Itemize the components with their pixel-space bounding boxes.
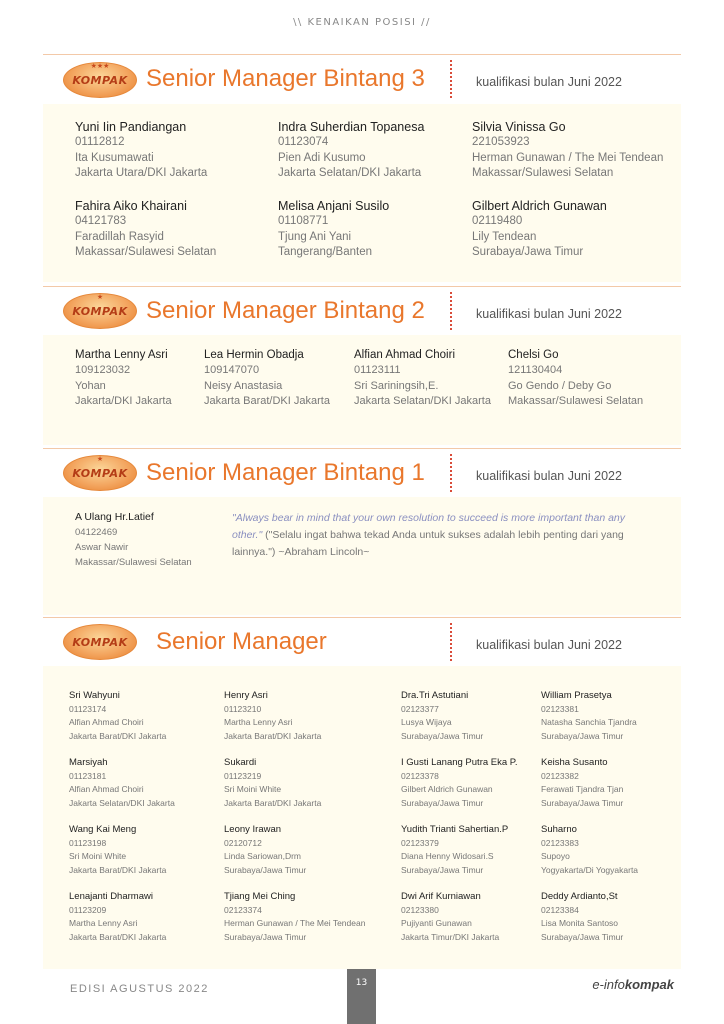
dotted-divider: [450, 623, 452, 661]
person-card: Leony Irawan 02120712 Linda Sariowan,Drm Surabaya/Jawa Timur: [224, 824, 307, 875]
brand-logo: e-infokompak: [592, 977, 674, 992]
person-card: Deddy Ardianto,St 02123384 Lisa Monita Santoso Surabaya/Jawa Timur: [541, 891, 624, 942]
section-header-bintang-2: [43, 286, 681, 336]
person-card: A Ulang Hr.Latief 04122469 Aswar Nawir Makassar/Sulawesi Selatan: [75, 511, 192, 568]
qualification-text: kualifikasi bulan Juni 2022: [476, 75, 622, 89]
edition-label: EDISI AGUSTUS 2022: [70, 983, 209, 995]
person-card: Keisha Susanto 02123382 Ferawati Tjandra Tjan Surabaya/Jawa Timur: [541, 757, 624, 808]
person-card: I Gusti Lanang Putra Eka P. 02123378 Gilbert Aldrich Gunawan Surabaya/Jawa Timur: [401, 757, 518, 808]
person-card: Fahira Aiko Khairani 04121783 Faradillah Rasyid Makassar/Sulawesi Selatan: [75, 199, 217, 258]
person-card: Marsiyah 01123181 Alfian Ahmad Choiri Jakarta Selatan/DKI Jakarta: [69, 757, 175, 808]
inspirational-quote: "Always bear in mind that your own resolution to succeed is more important than any other." ("Selalu ingat bahwa tekad Anda untuk sukses adalah lebih penting dari yang lainnya.") ~Abraham Lincoln~: [232, 512, 626, 558]
dotted-divider: [450, 454, 452, 492]
section-header-bintang-1: [43, 448, 681, 498]
person-card: Dra.Tri Astutiani 02123377 Lusya Wijaya Surabaya/Jawa Timur: [401, 690, 484, 741]
kompak-logo: KOMPAK: [63, 624, 137, 660]
person-card: Tjiang Mei Ching 02123374 Herman Gunawan / The Mei Tendean Surabaya/Jawa Timur: [224, 891, 366, 942]
qualification-text: kualifikasi bulan Juni 2022: [476, 638, 622, 652]
section-title: Senior Manager Bintang 2: [146, 297, 425, 324]
person-card: William Prasetya 02123381 Natasha Sanchia Tjandra Surabaya/Jawa Timur: [541, 690, 637, 741]
section-title: Senior Manager Bintang 1: [146, 459, 425, 486]
person-card: Yudith Trianti Sahertian.P 02123379 Diana Henny Widosari.S Surabaya/Jawa Timur: [401, 824, 509, 875]
kompak-logo: ★ KOMPAK: [63, 293, 137, 329]
kompak-logo: ★★★ KOMPAK: [63, 62, 137, 98]
person-card: Dwi Arif Kurniawan 02123380 Pujiyanti Gunawan Jakarta Timur/DKI Jakarta: [401, 891, 500, 942]
person-card: Alfian Ahmad Choiri 01123111 Sri Sariningsih,E. Jakarta Selatan/DKI Jakarta: [354, 349, 491, 407]
kompak-logo: ★ KOMPAK: [63, 455, 137, 491]
dotted-divider: [450, 292, 452, 330]
person-card: Suharno 02123383 Supoyo Yogyakarta/Di Yogyakarta: [541, 824, 639, 875]
qualification-text: kualifikasi bulan Juni 2022: [476, 307, 622, 321]
person-card: Henry Asri 01123210 Martha Lenny Asri Jakarta Barat/DKI Jakarta: [224, 690, 322, 741]
page-number-tab: [347, 969, 376, 1024]
section-header-bintang-3: [43, 54, 681, 105]
person-card: Silvia Vinissa Go 221053923 Herman Gunawan / The Mei Tendean Makassar/Sulawesi Selatan: [472, 120, 664, 179]
person-card: Sri Wahyuni 01123174 Alfian Ahmad Choiri Jakarta Barat/DKI Jakarta: [69, 690, 167, 741]
page-number: 13: [355, 978, 368, 988]
section-title: Senior Manager Bintang 3: [146, 65, 425, 92]
section-header-senior-manager: [43, 617, 681, 667]
person-card: Melisa Anjani Susilo 01108771 Tjung Ani Yani Tangerang/Banten: [278, 199, 390, 258]
person-card: Sukardi 01123219 Sri Moini White Jakarta Barat/DKI Jakarta: [224, 757, 322, 808]
qualification-text: kualifikasi bulan Juni 2022: [476, 469, 622, 483]
section-label: \\ KENAIKAN POSISI //: [293, 17, 431, 28]
dotted-divider: [450, 60, 452, 98]
person-card: Lenajanti Dharmawi 01123209 Martha Lenny Asri Jakarta Barat/DKI Jakarta: [69, 891, 167, 942]
person-card: Lea Hermin Obadja 109147070 Neisy Anastasia Jakarta Barat/DKI Jakarta: [204, 349, 330, 407]
person-card: Martha Lenny Asri 109123032 Yohan Jakarta/DKI Jakarta: [75, 349, 172, 407]
section-title: Senior Manager: [156, 628, 327, 655]
person-card: Yuni Iin Pandiangan 01112812 Ita Kusumawati Jakarta Utara/DKI Jakarta: [75, 120, 208, 179]
person-card: Indra Suherdian Topanesa 01123074 Pien Adi Kusumo Jakarta Selatan/DKI Jakarta: [278, 120, 425, 179]
person-card: Gilbert Aldrich Gunawan 02119480 Lily Tendean Surabaya/Jawa Timur: [472, 199, 607, 258]
person-card: Chelsi Go 121130404 Go Gendo / Deby Go Makassar/Sulawesi Selatan: [508, 349, 644, 407]
person-card: Wang Kai Meng 01123198 Sri Moini White Jakarta Barat/DKI Jakarta: [69, 824, 167, 875]
